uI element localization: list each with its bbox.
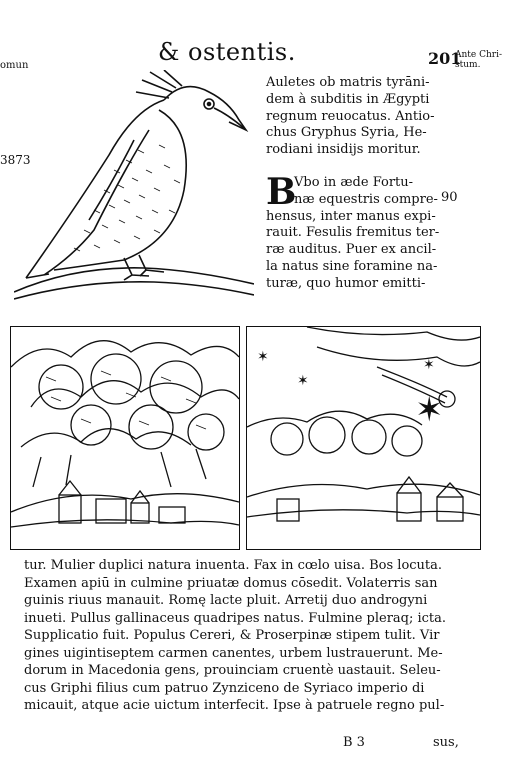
star-icon: ✶: [257, 349, 269, 365]
text-line: Auletes ob matris tyrāni-: [266, 75, 430, 90]
margin-side-number: 90: [441, 190, 458, 205]
text-line: ræ auditus. Puer ex ancil-: [266, 242, 437, 258]
star-icon: ✶: [423, 357, 435, 373]
star-icon: ✶: [297, 373, 309, 389]
margin-year: 3873: [0, 153, 31, 167]
text-line: dorum in Macedonia gens, prouinciam cruentè uastauit. Seleu-: [24, 663, 441, 678]
catchword: sus,: [433, 735, 459, 750]
margin-note-line: Ante Chri-: [455, 50, 503, 60]
comet-woodcut: [246, 326, 481, 550]
signature-mark: B 3: [343, 735, 365, 750]
text-line: Supplicatio fuit. Populus Cereri, & Proserpinæ stipem tulit. Vir: [24, 628, 440, 643]
text-line: regnum reuocatus. Antio-: [266, 108, 435, 124]
text-line: Vbo in æde Fortu-: [294, 175, 414, 190]
text-line: inueti. Pullus gallinaceus quadripes natus. Fulmine pleraq; icta.: [24, 610, 447, 626]
margin-note-line: stum.: [455, 60, 481, 70]
page-title: & ostentis.: [158, 38, 296, 66]
text-line: hensus, inter manus expi-: [266, 208, 436, 224]
text-line: micauit, atque acie uictum interfecit. Ipse à patruele regno pul-: [24, 698, 445, 713]
margin-note: [455, 50, 515, 70]
bottom-paragraph: [24, 557, 446, 715]
page-number: 201: [428, 49, 462, 68]
text-line: turæ, quo humor emitti-: [266, 275, 426, 291]
text-line: guinis riuus manauit. Romę lacte pluit. Arretij duo androgyni: [24, 593, 428, 608]
text-line: rodiani insidijs moritur.: [266, 142, 421, 158]
running-head-fragment: omun: [0, 60, 29, 71]
text-line: tur. Mulier duplici natura inuenta. Fax in cœlo uisa. Bos locuta.: [24, 558, 443, 573]
text-line: rauit. Fesulis fremitus ter-: [266, 225, 440, 241]
text-line: gines uigintiseptem carmen canentes, urbem lustrauerunt. Me-: [24, 645, 443, 661]
text-line: la natus sine foramine na-: [266, 258, 438, 274]
storm-woodcut: [10, 326, 240, 550]
star-icon: ✶: [415, 390, 444, 430]
text-line: cus Griphi filius cum patruo Zynziceno de Syriaco imperio di: [24, 680, 425, 696]
second-paragraph: [266, 171, 440, 293]
top-paragraph: [266, 75, 434, 159]
text-line: Examen apiū in culmine priuatæ domus cōsedit. Volaterris san: [24, 575, 438, 591]
text-line: chus Gryphus Syria, He-: [266, 125, 427, 141]
text-line: dem à subditis in Ægypti: [266, 91, 430, 107]
owl-woodcut: [14, 70, 254, 300]
text-line: næ equestris compre-: [294, 191, 438, 207]
drop-cap: B: [266, 171, 297, 213]
